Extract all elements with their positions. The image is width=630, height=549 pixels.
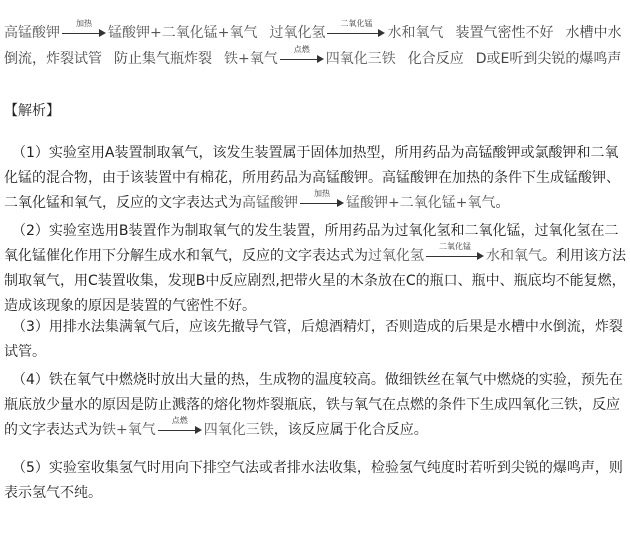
eq-product: 四氧化三铁 (203, 422, 274, 438)
arrow-condition: 二氧化锰 (340, 19, 373, 28)
arrow-condition: 点燃 (171, 416, 188, 425)
analysis-paragraph-4 (4, 368, 626, 443)
reaction-arrow (62, 19, 106, 40)
analysis-paragraph-3 (4, 315, 626, 365)
eq1-products: 锰酸钾+二氧化锰+氧气 (108, 25, 258, 41)
paragraph-text: （5）实验室收集氢气时用向下排空气法或者排水法收集，检验氢气纯度时若听到尖锐的爆鸣声，则表示氢气不纯。 (4, 460, 623, 501)
paragraph-text: （2）实验室选用B装置作为制取氧气的发生装置，所用药品为过氧化氢和二氧化锰，过氧化氢在二氧化锰催化作用下分解生成水和氧气，反应的文字表达式为 (4, 223, 619, 264)
reaction-arrow (280, 45, 324, 66)
eq3-product: 四氧化三铁 (325, 51, 396, 67)
analysis-paragraph-2 (4, 219, 626, 319)
eq1-reactant: 高锰酸钾 (4, 25, 60, 41)
paragraph-text: （1）实验室用A装置制取氧气，该发生装置属于固体加热型，所用药品为高锰酸钾或氯酸钾和二氧化锰的混合物，由于该装置中有棉花，所用药品为高锰酸钾。高锰酸钾在加热的条件下生成锰酸钾、二氧化锰和氧气，反应的文字表达式为 (4, 145, 620, 211)
eq3-reactant: 铁+氧气 (224, 51, 278, 67)
eq-reactant: 过氧化氢 (368, 248, 424, 264)
reaction-arrow (300, 189, 344, 210)
reaction-arrow (327, 19, 385, 40)
paragraph-end: ，该反应属于化合反应。 (273, 422, 428, 438)
eq-reactant: 铁+氧气 (102, 422, 156, 438)
analysis-header: 【解析】 (4, 103, 60, 119)
arrow-condition: 点燃 (293, 45, 310, 54)
answer-reaction-type: 化合反应 (407, 51, 464, 67)
arrow-condition: 二氧化锰 (439, 242, 471, 251)
eq2-reactant: 过氧化氢 (269, 25, 326, 41)
answer-collect: D或E (475, 51, 510, 67)
reaction-arrow (426, 242, 484, 263)
answer-block (4, 20, 628, 72)
answer-purpose: 防止集气瓶炸裂 (114, 51, 212, 67)
eq-products: 锰酸钾+二氧化锰+氧气 (346, 195, 496, 211)
arrow-condition: 加热 (314, 189, 330, 198)
eq2-products: 水和氧气 (387, 25, 444, 41)
paragraph-text-2: 。利用该方法制取氧气，用C装置收集，发现B中反应剧烈,把带火星的木条放在C的瓶口、瓶中、瓶底均不能复燃，造成该现象的原因是装置的气密性不好。 (4, 248, 626, 314)
answer-consequence: 水槽中水倒流，炸裂试管 (4, 25, 622, 67)
analysis-paragraph-5 (4, 456, 626, 506)
answer-test: 听到尖锐的爆鸣声 (509, 51, 622, 67)
paragraph-text: （4）铁在氧气中燃烧时放出大量的热，生成物的温度较高。做细铁丝在氧气中燃烧的实验，预先在瓶底放少量水的原因是防止溅落的熔化物炸裂瓶底，铁与氧气在点燃的条件下生成四氧化三铁，反应的文字表达式为 (4, 372, 623, 438)
paragraph-text: （3）用排水法集满氧气后，应该先撤导气管，后熄酒精灯，否则造成的后果是水槽中水倒流，炸裂试管。 (4, 319, 623, 360)
arrow-condition: 加热 (76, 19, 92, 28)
paragraph-end: 。 (495, 195, 510, 211)
eq-products: 水和氧气 (486, 248, 542, 264)
reaction-arrow (158, 416, 202, 437)
analysis-paragraph-1 (4, 141, 626, 216)
answer-reason: 装置气密性不好 (455, 25, 554, 41)
eq-reactant: 高锰酸钾 (242, 195, 298, 211)
